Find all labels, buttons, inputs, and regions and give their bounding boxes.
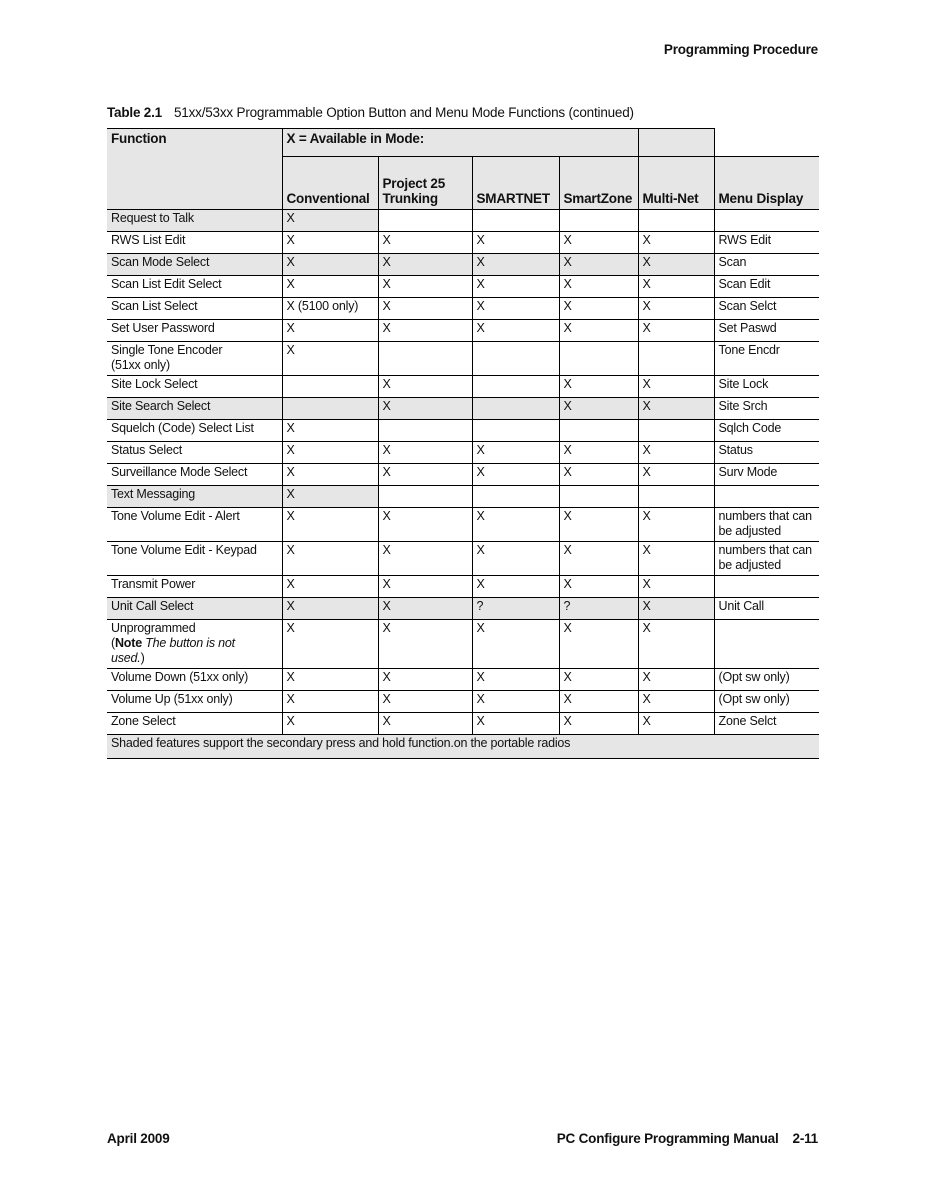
cell-smartnet: X	[472, 712, 559, 734]
cell-multinet	[638, 341, 714, 375]
cell-multinet: X	[638, 712, 714, 734]
cell-smartzone: X	[559, 619, 638, 668]
cell-function: Surveillance Mode Select	[107, 463, 282, 485]
cell-smartzone: X	[559, 297, 638, 319]
cell-p25: X	[378, 575, 472, 597]
cell-conventional: X	[282, 275, 378, 297]
function-line1: Unprogrammed	[111, 620, 196, 635]
table-row	[107, 419, 819, 441]
cell-p25: X	[378, 397, 472, 419]
table-row	[107, 712, 819, 734]
cell-multinet: X	[638, 690, 714, 712]
cell-function: Volume Up (51xx only)	[107, 690, 282, 712]
cell-multinet: X	[638, 507, 714, 541]
table-footnote-row	[107, 734, 819, 758]
cell-smartnet	[472, 419, 559, 441]
cell-smartzone: X	[559, 397, 638, 419]
cell-p25: X	[378, 507, 472, 541]
cell-smartnet	[472, 397, 559, 419]
cell-p25: X	[378, 275, 472, 297]
cell-function: Scan List Select	[107, 297, 282, 319]
cell-function: Scan Mode Select	[107, 253, 282, 275]
cell-function: Site Lock Select	[107, 375, 282, 397]
cell-menu: Site Srch	[714, 397, 819, 419]
cell-menu: RWS Edit	[714, 231, 819, 253]
cell-smartzone: X	[559, 231, 638, 253]
table-row	[107, 375, 819, 397]
cell-p25: X	[378, 597, 472, 619]
cell-conventional	[282, 397, 378, 419]
note-text-a: The button is not	[145, 635, 235, 650]
footer-manual	[557, 1131, 818, 1146]
cell-multinet: X	[638, 319, 714, 341]
cell-conventional: X	[282, 253, 378, 275]
table-row	[107, 668, 819, 690]
cell-multinet	[638, 419, 714, 441]
cell-smartzone	[559, 419, 638, 441]
cell-smartnet	[472, 341, 559, 375]
cell-conventional: X	[282, 541, 378, 575]
cell-conventional: X	[282, 597, 378, 619]
cell-menu: (Opt sw only)	[714, 690, 819, 712]
cell-conventional: X	[282, 231, 378, 253]
cell-multinet: X	[638, 231, 714, 253]
cell-smartzone: X	[559, 319, 638, 341]
footer-manual-title: PC Configure Programming Manual	[556, 1131, 779, 1146]
column-header-multinet: Multi-Net	[638, 156, 714, 209]
note-close: )	[140, 650, 145, 665]
cell-smartzone	[559, 341, 638, 375]
cell-smartzone: X	[559, 668, 638, 690]
cell-smartnet: X	[472, 275, 559, 297]
cell-smartnet: X	[472, 575, 559, 597]
table-row	[107, 619, 819, 668]
column-header-menu: Menu Display	[714, 156, 819, 209]
cell-function	[107, 619, 282, 668]
cell-menu: Site Lock	[714, 375, 819, 397]
cell-conventional: X	[282, 668, 378, 690]
cell-menu: Scan	[714, 253, 819, 275]
cell-function: Text Messaging	[107, 485, 282, 507]
function-line1: Single Tone Encoder	[111, 342, 223, 357]
cell-multinet	[638, 209, 714, 231]
cell-function: Request to Talk	[107, 209, 282, 231]
cell-smartzone: X	[559, 463, 638, 485]
table-row	[107, 397, 819, 419]
cell-conventional: X	[282, 209, 378, 231]
cell-p25: X	[378, 463, 472, 485]
cell-smartnet: X	[472, 297, 559, 319]
cell-function: RWS List Edit	[107, 231, 282, 253]
cell-function: Status Select	[107, 441, 282, 463]
cell-smartnet: X	[472, 668, 559, 690]
cell-smartzone: ?	[559, 597, 638, 619]
cell-multinet: X	[638, 619, 714, 668]
cell-function: Scan List Edit Select	[107, 275, 282, 297]
cell-smartnet	[472, 485, 559, 507]
cell-conventional: X	[282, 712, 378, 734]
cell-p25: X	[378, 712, 472, 734]
group-header-available: X = Available in Mode:	[282, 129, 638, 157]
table-row	[107, 341, 819, 375]
cell-menu	[714, 619, 819, 668]
cell-p25: X	[378, 541, 472, 575]
cell-multinet: X	[638, 463, 714, 485]
p25-line1: Project 25	[382, 175, 446, 191]
cell-multinet	[638, 485, 714, 507]
cell-smartnet: X	[472, 690, 559, 712]
table-caption	[107, 105, 634, 120]
table-row	[107, 541, 819, 575]
cell-p25	[378, 209, 472, 231]
cell-function: Tone Volume Edit - Keypad	[107, 541, 282, 575]
table-footnote: Shaded features support the secondary press and hold function.on the portable radios	[107, 734, 819, 758]
cell-multinet: X	[638, 275, 714, 297]
cell-p25: X	[378, 668, 472, 690]
cell-smartnet: X	[472, 463, 559, 485]
cell-p25: X	[378, 619, 472, 668]
cell-conventional: X	[282, 463, 378, 485]
cell-p25: X	[378, 319, 472, 341]
column-header-smartzone: SmartZone	[559, 156, 638, 209]
cell-smartnet: X	[472, 231, 559, 253]
cell-smartnet: ?	[472, 597, 559, 619]
cell-menu: Set Paswd	[714, 319, 819, 341]
menu-header-spacer	[714, 129, 819, 157]
menu-line2: be adjusted	[718, 523, 781, 538]
cell-conventional: X	[282, 690, 378, 712]
cell-p25	[378, 419, 472, 441]
cell-conventional: X	[282, 319, 378, 341]
menu-line2: be adjusted	[718, 557, 781, 572]
table-row	[107, 231, 819, 253]
note-label: Note	[114, 635, 142, 650]
cell-smartnet: X	[472, 541, 559, 575]
table-row	[107, 441, 819, 463]
column-header-function: Function	[107, 129, 282, 210]
table-row	[107, 575, 819, 597]
cell-smartzone: X	[559, 275, 638, 297]
note-text-b: used.	[111, 650, 141, 665]
table-row	[107, 690, 819, 712]
cell-smartnet	[472, 209, 559, 231]
cell-smartzone	[559, 209, 638, 231]
table-row	[107, 485, 819, 507]
cell-menu	[714, 575, 819, 597]
cell-smartnet: X	[472, 319, 559, 341]
cell-menu: (Opt sw only)	[714, 668, 819, 690]
cell-conventional	[282, 375, 378, 397]
cell-p25: X	[378, 690, 472, 712]
cell-menu: Status	[714, 441, 819, 463]
cell-smartnet: X	[472, 441, 559, 463]
cell-conventional: X	[282, 619, 378, 668]
cell-smartzone: X	[559, 441, 638, 463]
cell-conventional: X	[282, 441, 378, 463]
p25-line2: Trunking	[382, 190, 438, 206]
cell-menu: Unit Call	[714, 597, 819, 619]
cell-menu: Tone Encdr	[714, 341, 819, 375]
cell-p25: X	[378, 253, 472, 275]
table-row	[107, 319, 819, 341]
cell-smartzone: X	[559, 690, 638, 712]
cell-smartzone: X	[559, 375, 638, 397]
table-title: 51xx/53xx Programmable Option Button and Menu Mode Functions (continued)	[173, 105, 634, 120]
cell-p25: X	[378, 375, 472, 397]
cell-p25: X	[378, 297, 472, 319]
cell-menu: Surv Mode	[714, 463, 819, 485]
cell-conventional: X	[282, 341, 378, 375]
cell-smartnet: X	[472, 507, 559, 541]
cell-conventional: X	[282, 485, 378, 507]
table-row	[107, 297, 819, 319]
cell-function: Site Search Select	[107, 397, 282, 419]
cell-p25: X	[378, 441, 472, 463]
footer-date: April 2009	[107, 1131, 170, 1146]
column-header-p25	[378, 156, 472, 209]
cell-conventional: X (5100 only)	[282, 297, 378, 319]
cell-function: Unit Call Select	[107, 597, 282, 619]
table-row	[107, 507, 819, 541]
cell-multinet: X	[638, 297, 714, 319]
table-row	[107, 275, 819, 297]
cell-smartzone: X	[559, 541, 638, 575]
cell-conventional: X	[282, 507, 378, 541]
column-header-conventional: Conventional	[282, 156, 378, 209]
page-number: 2-11	[792, 1131, 818, 1146]
cell-menu: Zone Selct	[714, 712, 819, 734]
cell-function: Volume Down (51xx only)	[107, 668, 282, 690]
cell-multinet: X	[638, 668, 714, 690]
cell-menu: Scan Edit	[714, 275, 819, 297]
cell-menu	[714, 209, 819, 231]
cell-function: Zone Select	[107, 712, 282, 734]
function-line2: (51xx only)	[111, 357, 170, 372]
cell-menu	[714, 507, 819, 541]
cell-smartzone: X	[559, 575, 638, 597]
cell-function: Squelch (Code) Select List	[107, 419, 282, 441]
cell-function	[107, 341, 282, 375]
cell-conventional: X	[282, 575, 378, 597]
cell-p25: X	[378, 231, 472, 253]
cell-smartnet	[472, 375, 559, 397]
menu-line1: numbers that can	[718, 542, 812, 557]
cell-smartzone	[559, 485, 638, 507]
cell-smartzone: X	[559, 712, 638, 734]
cell-smartnet: X	[472, 619, 559, 668]
cell-multinet: X	[638, 597, 714, 619]
cell-menu: Sqlch Code	[714, 419, 819, 441]
group-header-blank	[638, 129, 714, 157]
cell-menu	[714, 485, 819, 507]
running-header: Programming Procedure	[663, 42, 818, 57]
table-number: Table 2.1	[107, 105, 162, 120]
menu-line1: numbers that can	[718, 508, 812, 523]
cell-menu: Scan Selct	[714, 297, 819, 319]
cell-multinet: X	[638, 397, 714, 419]
cell-multinet: X	[638, 375, 714, 397]
table-row	[107, 253, 819, 275]
cell-multinet: X	[638, 441, 714, 463]
cell-multinet: X	[638, 253, 714, 275]
cell-p25	[378, 341, 472, 375]
table-row	[107, 209, 819, 231]
cell-p25	[378, 485, 472, 507]
table-row	[107, 597, 819, 619]
cell-smartnet: X	[472, 253, 559, 275]
cell-smartzone: X	[559, 507, 638, 541]
cell-menu	[714, 541, 819, 575]
column-header-smartnet: SMARTNET	[472, 156, 559, 209]
cell-multinet: X	[638, 541, 714, 575]
note-open: (	[111, 635, 115, 650]
table-row	[107, 463, 819, 485]
cell-conventional: X	[282, 419, 378, 441]
cell-smartzone: X	[559, 253, 638, 275]
cell-multinet: X	[638, 575, 714, 597]
cell-function: Set User Password	[107, 319, 282, 341]
cell-function: Tone Volume Edit - Alert	[107, 507, 282, 541]
options-table	[107, 128, 819, 759]
cell-function: Transmit Power	[107, 575, 282, 597]
